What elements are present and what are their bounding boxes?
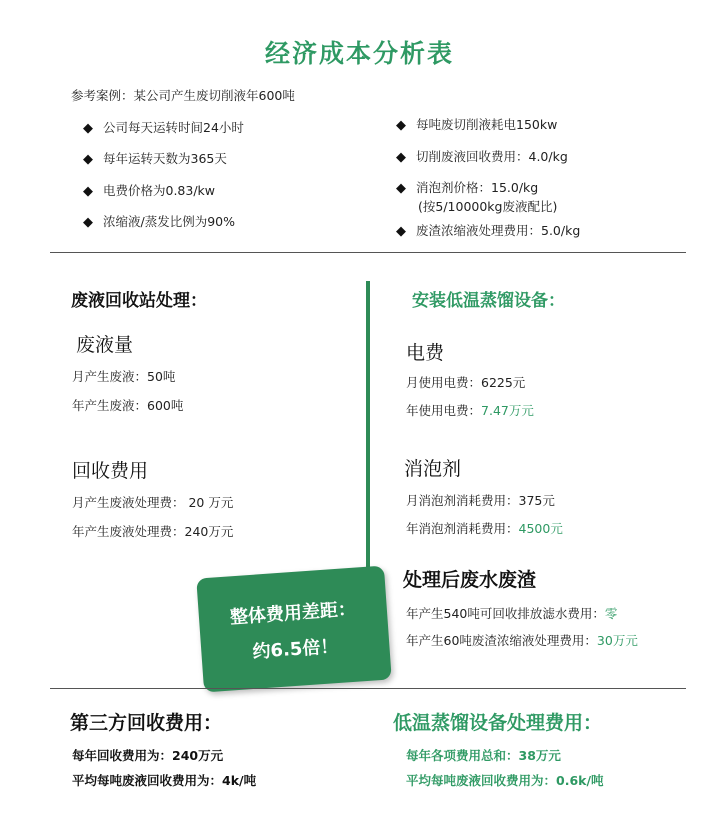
diamond-bullet-icon: ◆ [83, 121, 93, 136]
right-group2-title: 消泡剂 [404, 458, 462, 480]
diamond-bullet-icon: ◆ [83, 184, 93, 199]
bottom-right-line: 平均每吨废液回收费用为：0.6k/吨 [406, 773, 604, 788]
diamond-bullet-icon: ◆ [396, 224, 406, 239]
left-group1-title: 废液量 [76, 334, 134, 356]
param-item: ◆ 每年运转天数为365天 [83, 151, 227, 167]
right-group2-line: 月消泡剂消耗费用：375元 [406, 493, 555, 508]
param-item: ◆ 废渣浓缩液处理费用：5.0/kg [396, 223, 581, 239]
param-item: ◆ 每吨废切削液耗电150kw [396, 117, 558, 133]
left-group2-line: 年产生废液处理费：240万元 [72, 524, 234, 539]
param-item: ◆ 切削废液回收费用：4.0/kg [396, 149, 568, 165]
center-divider [366, 281, 370, 571]
divider-bottom [50, 688, 686, 689]
param-item: ◆ 公司每天运转时间24小时 [83, 120, 244, 136]
param-note: (按5/10000kg废液配比) [418, 199, 558, 214]
param-item: ◆ 消泡剂价格：15.0/kg [396, 180, 539, 196]
right-group1-title: 电费 [406, 342, 445, 364]
right-section-heading: 安装低温蒸馏设备： [412, 291, 565, 311]
left-section-heading: 废液回收站处理： [71, 291, 207, 311]
bottom-left-line: 平均每吨废液回收费用为：4k/吨 [72, 773, 257, 788]
left-group1-line: 月产生废液：50吨 [72, 369, 176, 384]
right-group2-line: 年消泡剂消耗费用：4500元 [406, 521, 563, 536]
case-intro: 参考案例：某公司产生废切削液年600吨 [71, 88, 295, 103]
callout-line: 整体费用差距： [229, 598, 357, 629]
right-group1-line: 月使用电费：6225元 [406, 375, 526, 390]
summary-callout [196, 566, 391, 693]
left-group2-title: 回收费用 [72, 460, 149, 482]
page-title: 经济成本分析表 [264, 39, 454, 68]
diamond-bullet-icon: ◆ [83, 152, 93, 167]
diamond-bullet-icon: ◆ [396, 181, 406, 196]
bottom-right-line: 每年各项费用总和：38万元 [406, 748, 561, 763]
left-group2-line: 月产生废液处理费： 20 万元 [72, 495, 234, 510]
left-group1-line: 年产生废液：600吨 [72, 398, 184, 413]
right-group3-title: 处理后废水废渣 [403, 569, 537, 591]
right-group3-line: 年产生540吨可回收排放滤水费用：零 [406, 606, 618, 621]
callout-line: 约6.5倍！ [251, 635, 339, 663]
right-group1-line: 年使用电费：7.47万元 [406, 403, 534, 418]
param-item: ◆ 浓缩液/蒸发比例为90% [83, 214, 235, 230]
diamond-bullet-icon: ◆ [83, 215, 93, 230]
bottom-left-line: 每年回收费用为：240万元 [72, 748, 224, 763]
param-item: ◆ 电费价格为0.83/kw [83, 183, 216, 199]
divider-top [50, 252, 686, 253]
diamond-bullet-icon: ◆ [396, 118, 406, 133]
right-group3-line: 年产生60吨废渣浓缩液处理费用：30万元 [406, 633, 638, 648]
bottom-left-title: 第三方回收费用： [70, 712, 223, 734]
diamond-bullet-icon: ◆ [396, 150, 406, 165]
bottom-right-title: 低温蒸馏设备处理费用： [393, 712, 603, 734]
